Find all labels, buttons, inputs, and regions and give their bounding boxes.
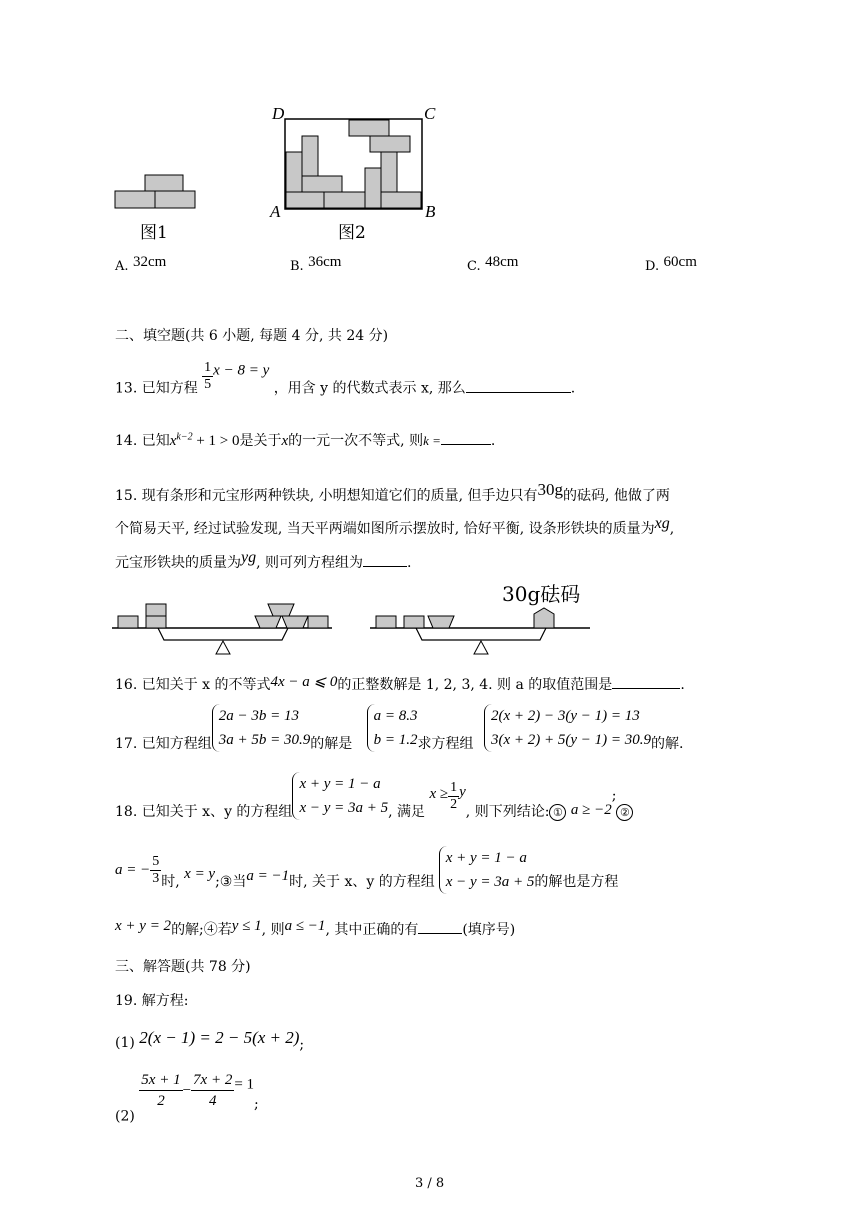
ingot-block — [282, 616, 308, 628]
q14-answer-blank[interactable] — [441, 444, 491, 445]
question-14: 14. 已知$x^{k-2} + 1 > 0$是关于x的一元一次不等式, 则k = . — [115, 431, 496, 449]
bar-block — [146, 616, 166, 628]
question-19-title: 19. 解方程: — [115, 993, 189, 1009]
bar-block — [146, 604, 166, 616]
q17-solution: a = 8.3 b = 1.2 — [367, 704, 418, 752]
q18-system: x + y = 1 − a x − y = 3a + 5 — [292, 772, 388, 820]
ingot-block — [255, 616, 281, 628]
q18-half-fraction: $\frac{1}{2}$ — [450, 779, 458, 812]
question-19-part-1: (1) 2(x − 1) = 2 − 5(x + 2); — [115, 1028, 305, 1053]
option-d: D. 60cm — [645, 254, 697, 274]
fig2-brick — [381, 192, 421, 208]
q17-system-1: 2a − 3b = 13 3a + 5b = 30.9 — [212, 704, 311, 752]
fig2-caption: 图2 — [338, 223, 366, 243]
bar-block — [404, 616, 424, 628]
question-13: 13. 已知方程 $\frac{1}{5}$ x − 8 = y ，用含 y 的代数式表示 x, 那么 . — [115, 360, 576, 397]
fig2-brick — [302, 176, 342, 192]
fig2-brick — [324, 192, 365, 208]
fig2-brick — [286, 192, 324, 208]
fig2-brick — [381, 152, 397, 192]
bar-block — [308, 616, 328, 628]
fig2-brick — [370, 136, 410, 152]
question-15-line-1: 15. 现有条形和元宝形两种铁块, 小明想知道它们的质量, 但手边只有30g的砝码, 他做了两 — [115, 480, 670, 504]
fig1-brick-bottom-left — [115, 191, 155, 208]
question-16: 16. 已知关于 x 的不等式4x − a ⩽ 0的正整数解是 1, 2, 3, 4. 则 a 的取值范围是 . — [115, 674, 685, 693]
section-2-heading: 二、填空题(共 6 小题, 每题 4 分, 共 24 分) — [115, 328, 389, 344]
bar-block — [376, 616, 396, 628]
weight-30g — [534, 608, 554, 628]
q17-system-2: 2(x + 2) − 3(y − 1) = 13 3(x + 2) + 5(y − 1) = 30.9 — [484, 704, 651, 752]
question-15-line-2: 个简易天平, 经过试验发现, 当天平两端如图所示摆放时, 恰好平衡, 设条形铁块的质量为xg, — [115, 515, 675, 537]
q16-answer-blank[interactable] — [612, 688, 680, 689]
ingot-block — [268, 604, 294, 616]
weight-label: 30g砝码 — [502, 582, 581, 606]
corner-label-d: D — [272, 104, 285, 123]
q15-answer-blank[interactable] — [363, 566, 407, 567]
question-18-line-2: a = − $\frac{5}{3}$ 时, x = y;③当a = −1时, 关于 x、y 的方程组 x + y = 1 − a x − y = 3a + 5 的解也是方程 — [115, 846, 618, 894]
fig1-caption: 图1 — [140, 223, 168, 243]
option-b: B. 36cm — [290, 254, 342, 274]
balance-scale-2 — [368, 598, 593, 658]
bar-block — [118, 616, 138, 628]
corner-label-c: C — [424, 104, 436, 123]
fig2-brick — [286, 152, 302, 192]
q13-fraction: $\frac{1}{5}$ — [204, 360, 212, 392]
q18-system-repeat: x + y = 1 − a x − y = 3a + 5 — [439, 846, 535, 894]
q13-answer-blank[interactable] — [466, 392, 571, 393]
q19-fraction-1: $\frac{5x + 1}{2}$ — [141, 1072, 181, 1109]
figure-1 — [110, 170, 200, 212]
fig2-brick — [302, 136, 318, 176]
question-15-line-3: 元宝形铁块的质量为yg, 则可列方程组为 . — [115, 549, 412, 571]
balance-scale-1 — [110, 598, 335, 658]
q18-five-thirds: $\frac{5}{3}$ — [152, 853, 160, 886]
fig1-brick-top — [145, 175, 183, 191]
question-18-line-1: 18. 已知关于 x、y 的方程组 x + y = 1 − a x − y = 3a + 5 , 满足 x ≥ $\frac{1}{2}$ y, 则下列结论: ① a ≥ −2;② — [115, 772, 633, 821]
ingot-block — [428, 616, 454, 628]
q19-fraction-2: $\frac{7x + 2}{4}$ — [193, 1072, 233, 1109]
section-3-heading: 三、解答题(共 78 分) — [115, 959, 251, 975]
option-a: A. 32cm — [115, 254, 167, 274]
fig2-brick — [365, 168, 381, 208]
question-17: 17. 已知方程组 2a − 3b = 13 3a + 5b = 30.9 的解是 a = 8.3 b = 1.2 求方程组 2(x + 2) − 3(y − 1) = 13 3(x + 2) + 5(y − 1) = 30.9 的解. — [115, 704, 684, 753]
fig2-brick — [349, 120, 389, 136]
fig1-brick-bottom-right — [155, 191, 195, 208]
figure-2 — [284, 118, 424, 212]
q18-answer-blank[interactable] — [418, 933, 462, 934]
question-19-part-2: (2) $\frac{5x + 1}{2}$ − $\frac{7x + 2}{4}$ = 1; — [115, 1072, 259, 1125]
corner-label-a: A — [270, 202, 281, 221]
option-c: C. 48cm — [467, 254, 519, 274]
page-number: 3 / 8 — [415, 1176, 445, 1191]
question-18-line-3: x + y = 2的解;④若y ≤ 1, 则a ≤ −1, 其中正确的有 (填序号) — [115, 918, 516, 938]
corner-label-b: B — [425, 202, 436, 221]
